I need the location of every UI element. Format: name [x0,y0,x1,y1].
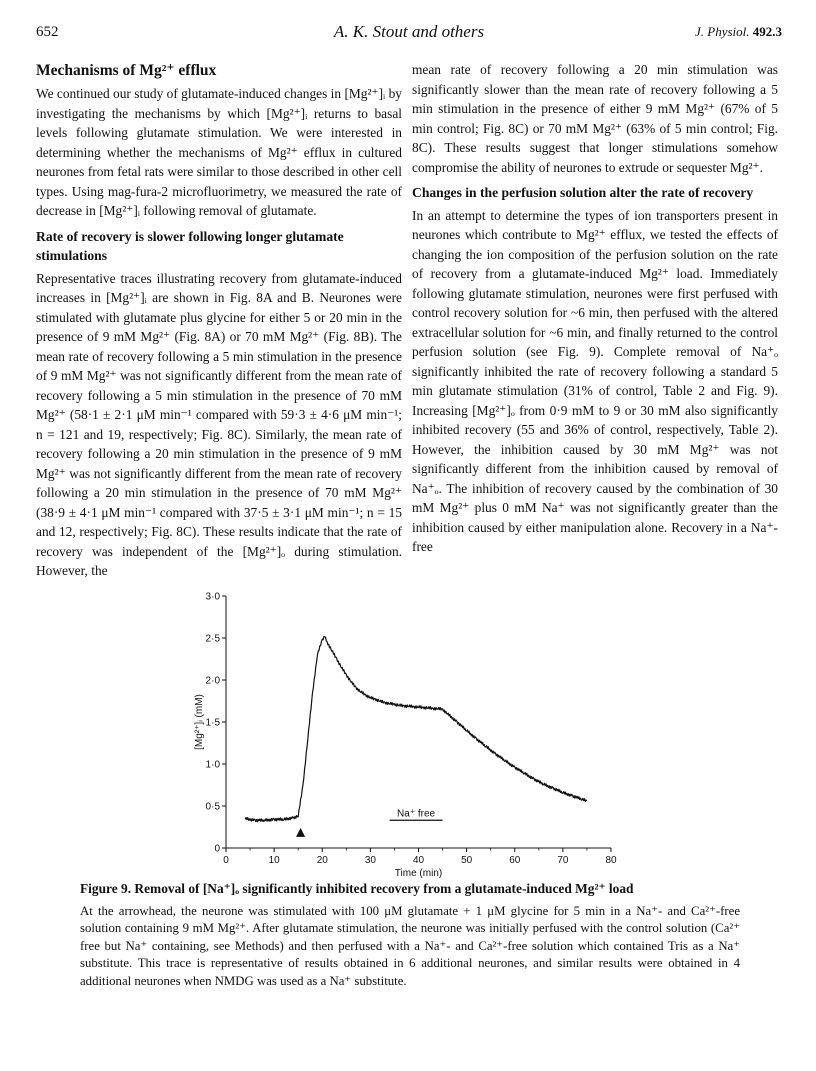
y-tick-label: 3·0 [205,591,220,603]
page-header [36,22,782,46]
x-tick-label: 0 [223,855,229,866]
journal-citation [695,24,782,40]
y-axis-label: [Mg²⁺]ᵢ (mM) [194,694,205,750]
running-authors: A. K. Stout and others [333,22,485,41]
stimulus-arrowhead [296,828,305,837]
series-line [245,637,587,822]
x-axis-label: Time (min) [394,868,443,879]
y-tick-label: 1·5 [205,717,220,729]
journal-volume: 492.3 [752,24,782,39]
page-number: 652 [36,24,59,40]
chart-ticks [206,592,617,867]
x-tick-label: 10 [268,855,280,866]
y-tick-label: 0 [214,843,220,855]
x-tick-label: 30 [364,855,376,866]
y-tick-label: 1·0 [205,759,220,771]
paragraph: Representative traces illustrating recovery from glutamate-induced increases in [Mg²⁺]ᵢ are shown in Fig. 8A and B. Neurones were stimulated with glutamate plus glycine for either 5 or 20 min in the presence of 9 mM Mg²⁺ (Fig. 8A) or 70 mM Mg²⁺ (Fig. 8B). The mean rate of recovery following a 5 min stimulation in the presence of 9 mM Mg²⁺ was not significantly different from the mean rate of recovery following a 5 min stimulation in the presence of 70 mM Mg²⁺ (58·1 ± 2·1 μM min⁻¹ compared with 59·3 ± 4·6 μM min⁻¹; n = 121 and 19, respectively; Fig. 8C). Similarly, the mean rate of recovery following a 20 min stimulation in the presence of 9 mM Mg²⁺ was not significantly different from the mean rate of recovery following a 20 min stimulation in the presence of 70 mM Mg²⁺ (38·9 ± 4·1 μM min⁻¹ compared with 37·5 ± 3·1 μM min⁻¹; n = 15 and 12, respectively; Fig. 8C). These results indicate that the rate of recovery was independent of the [Mg²⁺]ₒ during stimulation. However, the [36,270,402,578]
paragraph: In an attempt to determine the types of ion transporters present in neurones which contribute to Mg²⁺ efflux, we tested the effects of changing the ion composition of the perfusion solution on the rate of recovery from a glutamate-induced Mg²⁺ load. Immediately following glutamate stimulation, neurones were first perfused with control recovery solution for ~6 min, then perfused with the altered extracellular solution for ~6 min, and finally returned to the control perfusion solution (see Fig. 9). Complete removal of Na⁺ₒ significantly inhibited the rate of recovery following a standard 5 min glutamate stimulation (31% of control, Table 2 and Fig. 9). Increasing [Mg²⁺]ₒ from 0·9 mM to 9 or 30 mM also significantly inhibited recovery (55 and 36% of control, respectively, Table 2). However, the inhibition caused by 30 mM Mg²⁺ was not significantly different from the inhibition caused by removal of Na⁺ₒ. The inhibition of recovery caused by the combination of 30 mM Mg²⁺ plus 0 mM Na⁺ was not significantly greater than the inhibition caused by either manipulation alone. Recovery in a Na⁺-free [412,207,778,554]
figure-caption [80,880,740,991]
section-title: Mechanisms of Mg²⁺ efflux [36,62,217,79]
chart-annotations [296,808,442,837]
chart [196,588,626,878]
x-tick-label: 70 [557,855,569,866]
x-tick-label: 50 [461,855,473,866]
right-column [412,60,778,557]
x-tick-label: 40 [412,855,425,866]
x-tick-label: 80 [605,855,617,866]
paragraph: We continued our study of glutamate-induced changes in [Mg²⁺]ᵢ by investigating the mechanisms by which [Mg²⁺]ᵢ returns to basal levels following glutamate stimulation. We were interested in determining whether the mechanisms of Mg²⁺ efflux in cultured neurones from fetal rats were similar to those described in other cell types. Using mag-fura-2 microfluorimetry, we measured the rate of decrease in [Mg²⁺]ᵢ following removal of glutamate. [36,86,402,218]
y-tick-label: 2·0 [205,675,220,687]
y-tick-label: 0·5 [205,801,220,813]
caption-body: At the arrowhead, the neurone was stimulated with 100 μM glutamate + 1 μM glycine for 5 min in a Na⁺- and Ca²⁺-free solution containing 9 mM Mg²⁺. After glutamate stimulation, the neurone was initially perfused with the control solution (Ca²⁺ free but Na⁺ containing, see Methods) and then perfused with a Na⁺- and Ca²⁺-free solution which contained Tris as a Na⁺ substitute. This trace is representative of results obtained in 6 additional neurones, and similar results were obtained in 4 additional neurones when NMDG was used as a Na⁺ substitute. [80,903,740,988]
x-tick-label: 20 [316,855,328,866]
chart-series [245,637,587,822]
left-column [36,60,402,581]
subsection-title: Rate of recovery is slower following longer glutamate stimulations [36,228,344,263]
x-tick-label: 60 [509,855,521,866]
subsection-title: Changes in the perfusion solution alter the rate of recovery [412,185,754,200]
na-free-label: Na⁺ free [397,808,436,820]
journal-name: J. Physiol. [694,24,750,39]
y-tick-label: 2·5 [205,633,220,645]
figure-9 [196,588,626,878]
paragraph: mean rate of recovery following a 20 min stimulation was significantly slower than the mean rate of recovery following a 5 min stimulation in the presence of either 9 mM Mg²⁺ (67% of 5 min control; Fig. 8C) or 70 mM Mg²⁺ (63% of 5 min control; Fig. 8C). These results suggest that longer stimulations somehow compromise the ability of neurones to extrude or sequester Mg²⁺. [412,62,778,175]
caption-title: Figure 9. Removal of [Na⁺]ₒ significantly inhibited recovery from a glutamate-induced Mg²⁺ load [80,881,634,896]
